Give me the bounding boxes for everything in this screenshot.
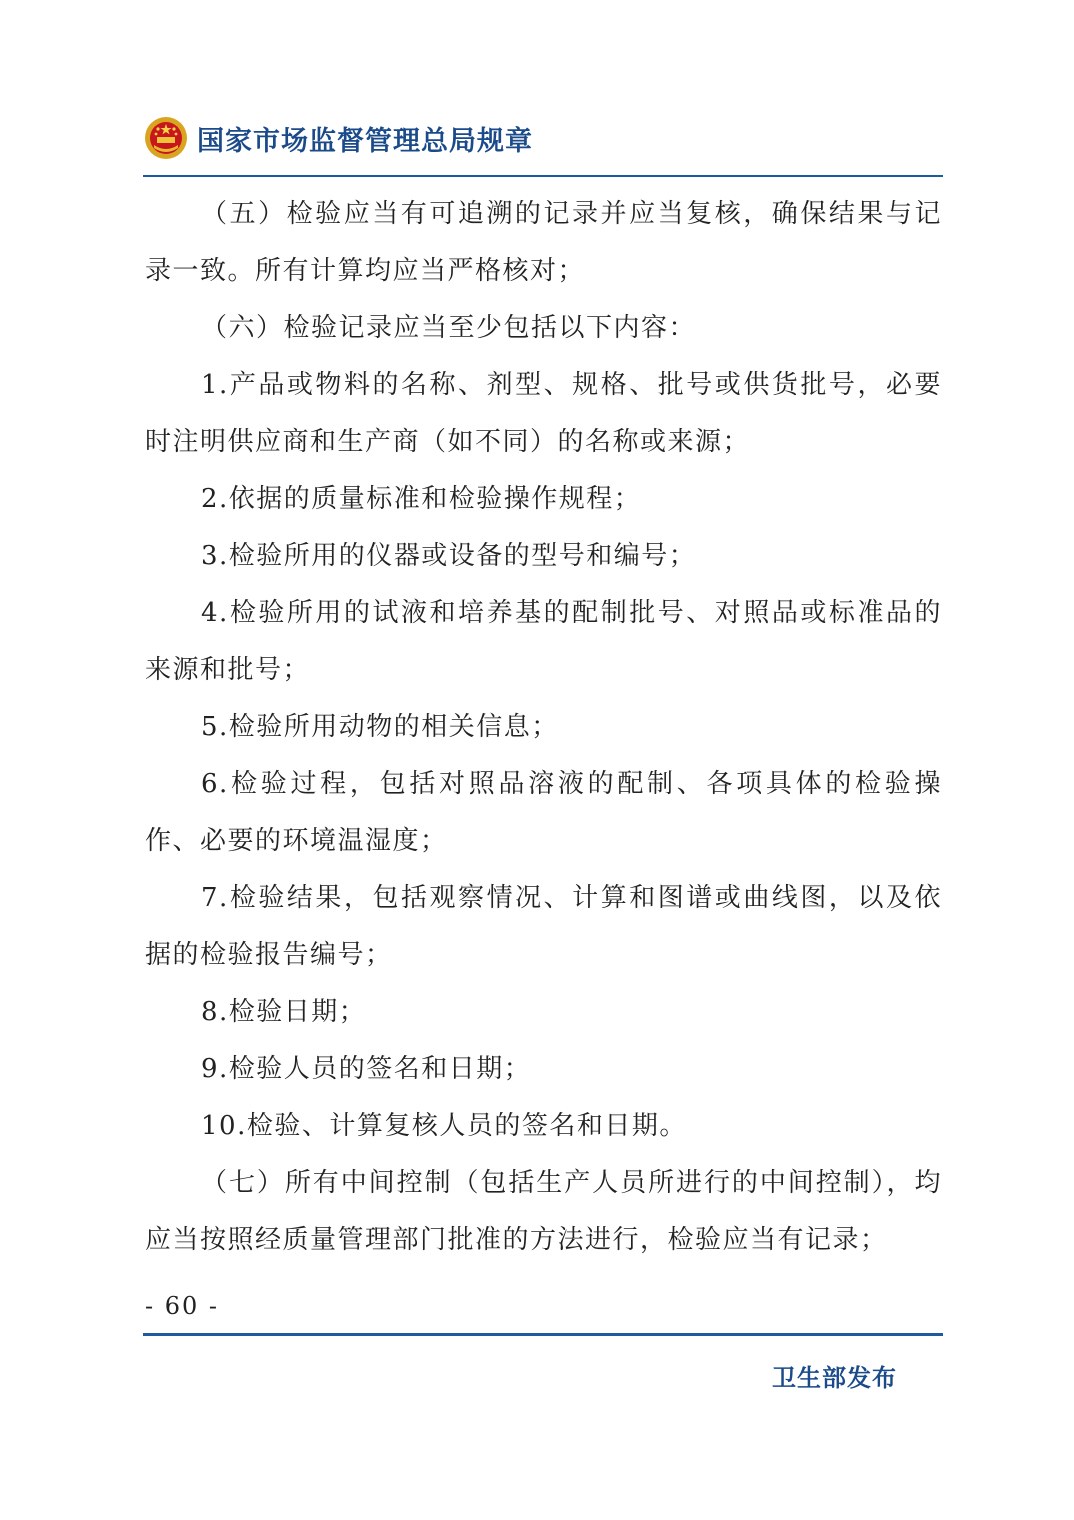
document-body bbox=[145, 186, 942, 1269]
header-title: 国家市场监督管理总局规章 bbox=[197, 125, 533, 157]
page-number: - 60 - bbox=[145, 1292, 220, 1320]
paragraph: （六）检验记录应当至少包括以下内容： bbox=[201, 313, 697, 343]
paragraph: 4.检验所用的试液和培养基的配制批号、对照品或标准品的来源和批号； bbox=[145, 598, 942, 685]
paragraph: 6.检验过程，包括对照品溶液的配制、各项具体的检验操作、必要的环境温湿度； bbox=[145, 769, 942, 856]
paragraph: 10.检验、计算复核人员的签名和日期。 bbox=[201, 1111, 687, 1141]
paragraph: 8.检验日期； bbox=[201, 997, 367, 1027]
paragraph: 2.依据的质量标准和检验操作规程； bbox=[201, 484, 642, 514]
paragraph: （五）检验应当有可追溯的记录并应当复核，确保结果与记录一致。所有计算均应当严格核对； bbox=[145, 199, 942, 286]
paragraph: 7.检验结果，包括观察情况、计算和图谱或曲线图，以及依据的检验报告编号； bbox=[145, 883, 942, 970]
header-divider bbox=[143, 175, 943, 177]
paragraph: （七）所有中间控制（包括生产人员所进行的中间控制），均应当按照经质量管理部门批准的方法进行，检验应当有记录； bbox=[145, 1168, 942, 1255]
paragraph: 9.检验人员的签名和日期； bbox=[201, 1054, 532, 1084]
footer-divider bbox=[143, 1333, 943, 1336]
paragraph: 5.检验所用动物的相关信息； bbox=[201, 712, 559, 742]
publisher-label: 卫生部发布 bbox=[772, 1364, 897, 1392]
paragraph: 1.产品或物料的名称、剂型、规格、批号或供货批号，必要时注明供应商和生产商（如不同）的名称或来源； bbox=[145, 370, 942, 457]
paragraph: 3.检验所用的仪器或设备的型号和编号； bbox=[201, 541, 697, 571]
national-emblem-icon bbox=[143, 115, 189, 161]
page-header bbox=[143, 112, 533, 164]
